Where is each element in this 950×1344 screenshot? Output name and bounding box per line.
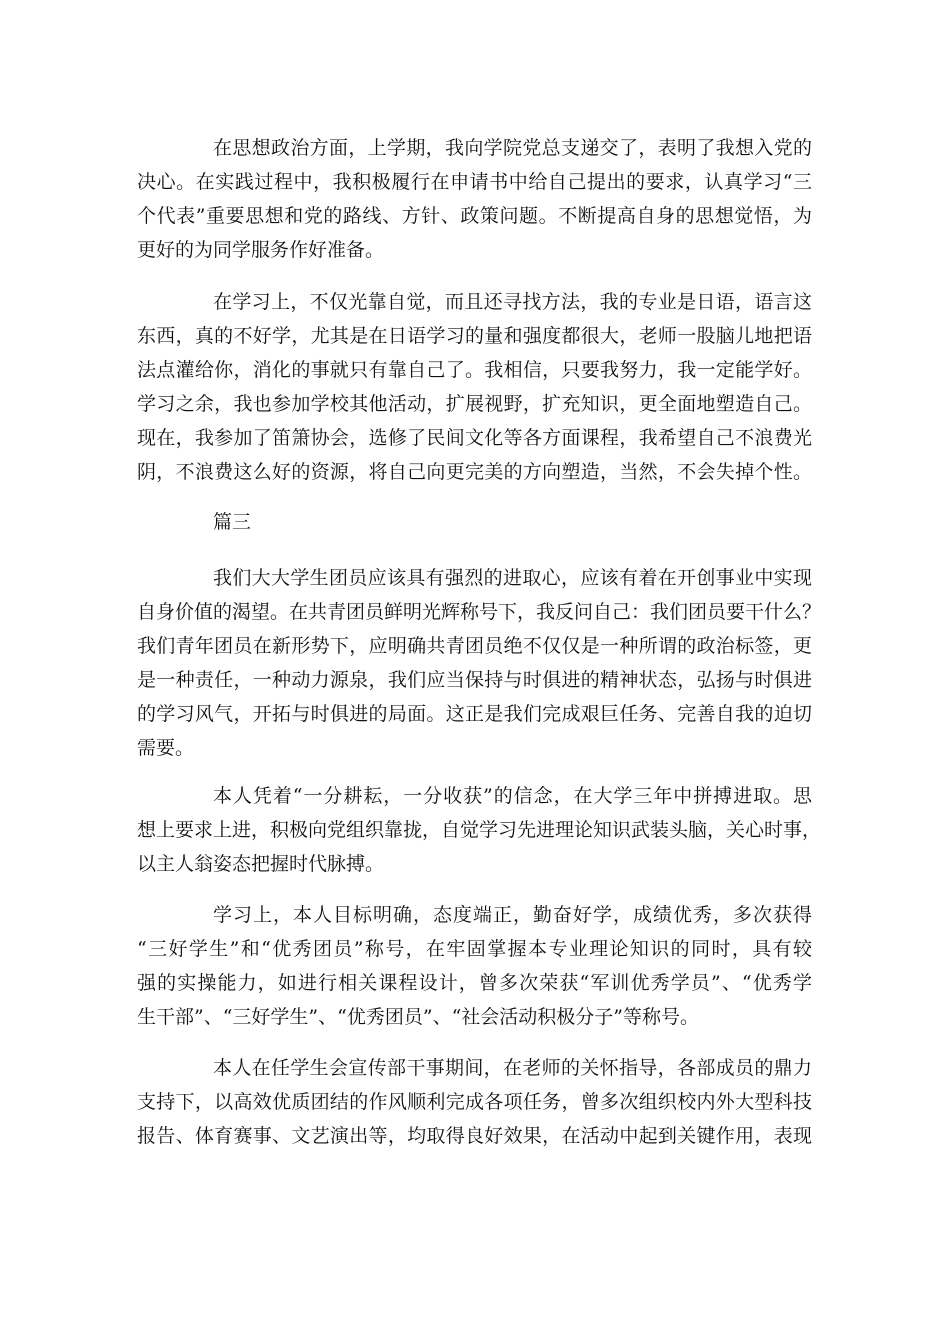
paragraph-line: 个代表”重要思想和党的路线、方针、政策问题。不断提高自身的思想觉悟，为 <box>137 205 812 227</box>
paragraph-academic <box>137 898 812 1034</box>
paragraph-line: 需要。 <box>137 737 195 759</box>
paragraph-line: 更好的为同学服务作好准备。 <box>137 239 385 261</box>
paragraph-line: 在学习上，不仅光靠自觉，而且还寻找方法，我的专业是日语，语言这 <box>213 291 812 313</box>
paragraph-study <box>137 285 812 489</box>
paragraph-line: 自身价值的渴望。在共青团员鲜明光辉称号下，我反问自己：我们团员要干什么？ <box>137 601 822 623</box>
paragraph-line: 本人凭着“一分耕耘，一分收获”的信念，在大学三年中拼搏进取。思 <box>213 785 812 807</box>
paragraph-line: 学习之余，我也参加学校其他活动，扩展视野，扩充知识，更全面地塑造自己。 <box>137 393 812 415</box>
paragraph-line: 东西，真的不好学，尤其是在日语学习的量和强度都很大，老师一股脑儿地把语 <box>137 325 812 347</box>
paragraph-line: 我们青年团员在新形势下，应明确共青团员绝不仅仅是一种所谓的政治标签，更 <box>137 635 812 657</box>
paragraph-line: “三好学生”和“优秀团员”称号，在牢固掌握本专业理论知识的同时，具有较 <box>137 938 812 960</box>
paragraph-line: 想上要求上进，积极向党组织靠拢，自觉学习先进理论知识武装头脑，关心时事， <box>137 819 822 841</box>
section-heading: 篇三 <box>213 511 252 533</box>
paragraph-line: 强的实操能力，如进行相关课程设计，曾多次荣获“军训优秀学员”、“优秀学 <box>137 972 812 994</box>
paragraph-league-member <box>137 561 822 765</box>
paragraph-line: 学习上，本人目标明确，态度端正，勤奋好学，成绩优秀，多次获得 <box>213 904 812 926</box>
paragraph-line: 支持下，以高效优质团结的作风顺利完成各项任务，曾多次组织校内外大型科技 <box>137 1091 812 1113</box>
paragraph-line: 的学习风气，开拓与时俱进的局面。这正是我们完成艰巨任务、完善自我的迫切 <box>137 703 812 725</box>
paragraph-line: 生干部”、“三好学生”、“优秀团员”、“社会活动积极分子”等称号。 <box>137 1006 699 1028</box>
paragraph-belief <box>137 779 822 881</box>
paragraph-line: 现在，我参加了笛箫协会，选修了民间文化等各方面课程，我希望自己不浪费光 <box>137 427 812 449</box>
paragraph-line: 法点灌给你，消化的事就只有靠自己了。我相信，只要我努力，我一定能学好。 <box>137 359 812 381</box>
paragraph-line: 决心。在实践过程中，我积极履行在申请书中给自己提出的要求，认真学习“三 <box>137 171 812 193</box>
paragraph-student-union <box>137 1051 812 1153</box>
paragraph-line: 是一种责任，一种动力源泉，我们应当保持与时俱进的精神状态，弘扬与时俱进 <box>137 669 812 691</box>
paragraph-line: 在思想政治方面，上学期，我向学院党总支递交了，表明了我想入党的 <box>213 137 812 159</box>
paragraph-political-thought <box>137 131 812 267</box>
paragraph-line: 我们大大学生团员应该具有强烈的进取心，应该有着在开创事业中实现 <box>213 567 812 589</box>
paragraph-line: 阴，不浪费这么好的资源，将自己向更完美的方向塑造，当然，不会失掉个性。 <box>137 461 812 483</box>
paragraph-line: 本人在任学生会宣传部干事期间，在老师的关怀指导，各部成员的鼎力 <box>213 1057 812 1079</box>
paragraph-line: 以主人翁姿态把握时代脉搏。 <box>137 853 385 875</box>
paragraph-line: 报告、体育赛事、文艺演出等，均取得良好效果，在活动中起到关键作用，表现 <box>137 1125 812 1147</box>
